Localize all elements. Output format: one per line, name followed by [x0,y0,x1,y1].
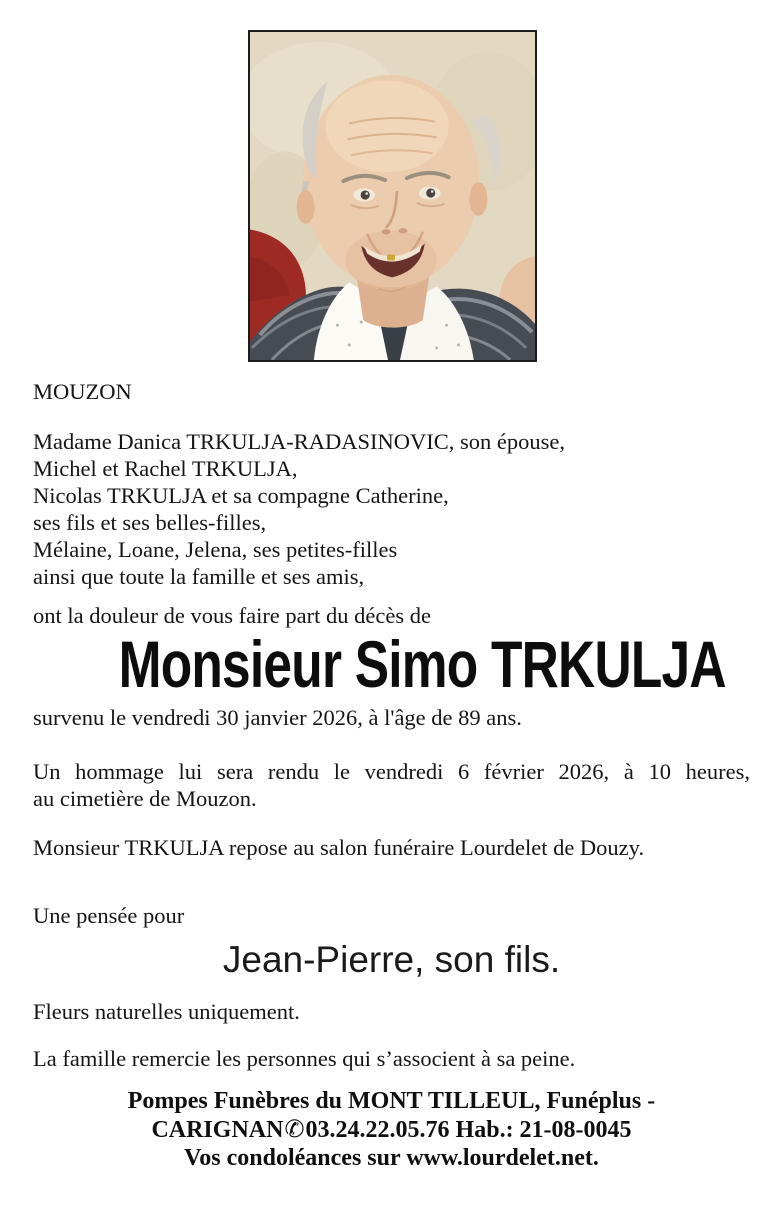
deceased-name-title [33,627,750,701]
tribute-name: Jean-Pierre, son fils. [222,939,561,980]
family-line: Nicolas TRKULJA et sa compagne Catherine, [33,483,449,508]
ceremony-line-2: au cimetière de Mouzon. [33,786,257,811]
thanks-line: La famille remercie les personnes qui s’associent à sa peine. [33,1046,576,1071]
obituary-page [0,30,784,1226]
portrait-illustration [250,32,535,360]
location-heading: MOUZON [33,379,132,404]
announcement-intro: ont la douleur de vous faire part du décès de [33,603,431,628]
funeral-home-line-2 [33,1115,750,1144]
funeral-home-block [33,1087,750,1172]
ceremony-paragraph [33,758,750,812]
funeral-home-line-1: Pompes Funèbres du MONT TILLEUL, Funéplus - [127,1088,656,1114]
tribute-intro: Une pensée pour [33,903,185,928]
funeral-home-phone: 03.24.22.05.76 Hab.: 21-08-0045 [305,1117,632,1143]
family-list [33,428,750,590]
family-line: Madame Danica TRKULJA-RADASINOVIC, son épouse, [33,429,566,454]
family-line: ses fils et ses belles-filles, [33,510,267,535]
announcement-text [0,378,784,1172]
deceased-photo [248,30,537,362]
repose-line: Monsieur TRKULJA repose au salon funéraire Lourdelet de Douzy. [33,835,645,860]
family-line: Michel et Rachel TRKULJA, [33,456,298,481]
family-line: Mélaine, Loane, Jelena, ses petites-filles [33,537,398,562]
condolences-line: Vos condoléances sur www.lourdelet.net. [184,1145,599,1171]
family-line: ainsi que toute la famille et ses amis, [33,564,365,589]
funeral-home-city: CARIGNAN [151,1117,284,1143]
ceremony-line-1: Un hommage lui sera rendu le vendredi 6 février 2026, à 10 heures, [33,759,750,784]
deceased-name-text: Monsieur Simo TRKULJA [118,627,726,701]
death-date-line: survenu le vendredi 30 janvier 2026, à l'âge de 89 ans. [33,705,522,730]
flowers-line: Fleurs naturelles uniquement. [33,999,300,1024]
telephone-icon: ✆ [284,1115,305,1143]
